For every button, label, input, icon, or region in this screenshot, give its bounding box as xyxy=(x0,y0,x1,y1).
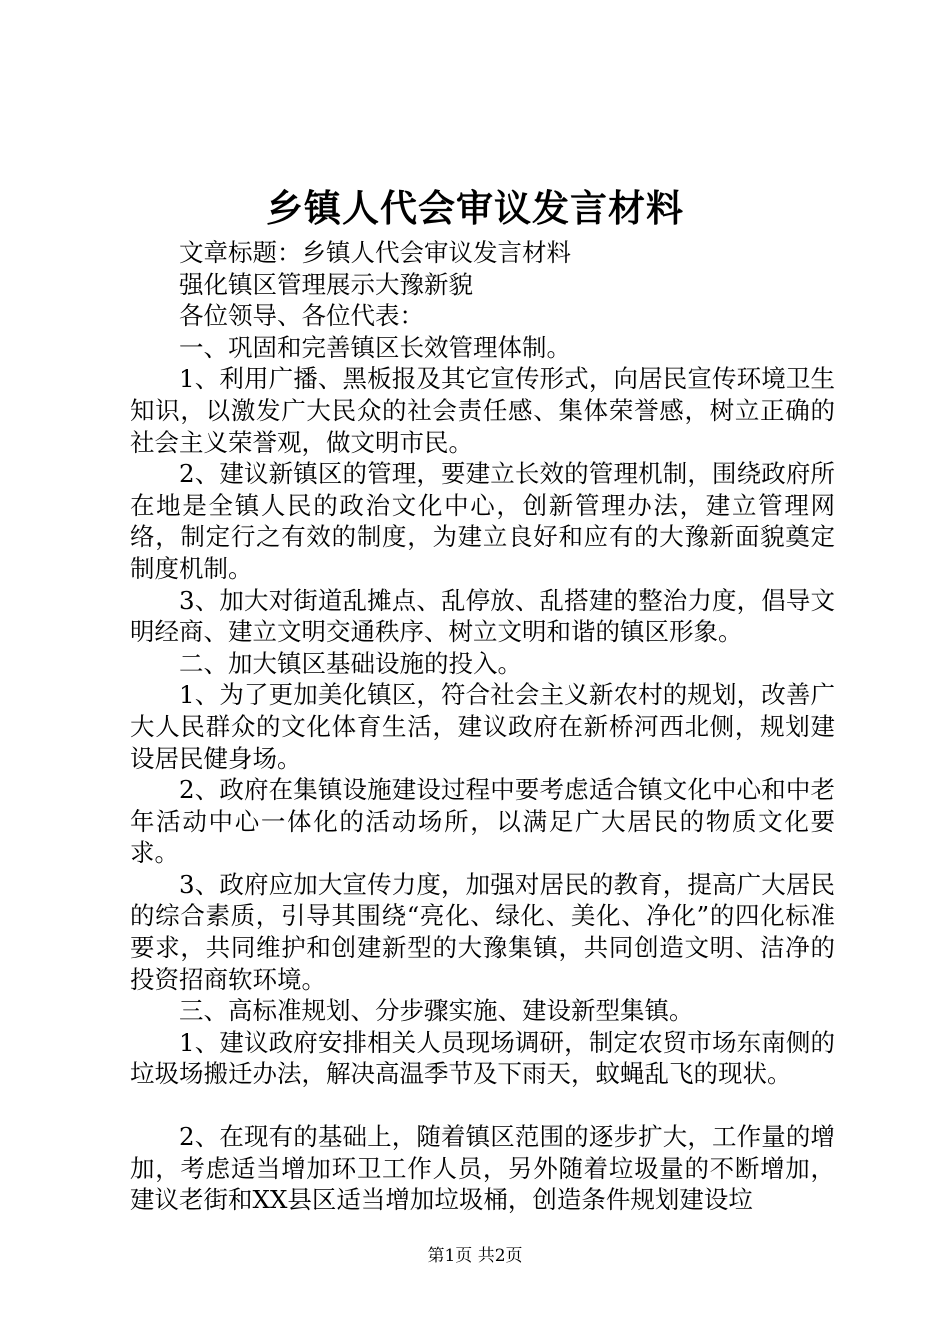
paragraph-subtitle: 强化镇区管理展示大豫新貌 xyxy=(179,269,473,299)
paragraph: 2、在现有的基础上，随着镇区范围的逐步扩大，工作量的增加，考虑适当增加环卫工作人员，另外随着垃圾量的不断增加，建议老街和XX县区适当增加垃圾桶，创造条件规划建设垃 xyxy=(130,1122,835,1215)
paragraph: 2、建议新镇区的管理，要建立长效的管理机制，围绕政府所在地是全镇人民的政治文化中心，创新管理办法，建立管理网络，制定行之有效的制度，为建立良好和应有的大豫新面貌奠定制度机制。 xyxy=(130,459,835,583)
paragraph: 1、建议政府安排相关人员现场调研，制定农贸市场东南侧的垃圾场搬迁办法，解决高温季节及下雨天，蚊蝇乱飞的现状。 xyxy=(130,1027,835,1089)
paragraph: 1、利用广播、黑板报及其它宣传形式，向居民宣传环境卫生知识，以激发广大民众的社会责任感、集体荣誉感，树立正确的社会主义荣誉观，做文明市民。 xyxy=(130,364,835,457)
document-title: 乡镇人代会审议发言材料 xyxy=(266,186,684,230)
paragraph: 1、为了更加美化镇区，符合社会主义新农村的规划，改善广大人民群众的文化体育生活，建议政府在新桥河西北侧，规划建设居民健身场。 xyxy=(130,680,835,773)
paragraph-article-title: 文章标题：乡镇人代会审议发言材料 xyxy=(179,238,571,267)
paragraph-salutation: 各位领导、各位代表： xyxy=(179,301,424,331)
paragraph: 3、政府应加大宣传力度，加强对居民的教育，提高广大居民的综合素质，引导其围绕“亮化、绿化、美化、净化”的四化标准要求，共同维护和创建新型的大豫集镇，共同创造文明、洁净的投资招商软环境。 xyxy=(130,869,835,994)
document-body xyxy=(130,237,835,1216)
section-heading-2: 二、加大镇区基础设施的投入。 xyxy=(179,648,522,678)
paragraph: 2、政府在集镇设施建设过程中要考虑适合镇文化中心和中老年活动中心一体化的活动场所，以满足广大居民的物质文化要求。 xyxy=(130,775,835,868)
paragraph: 3、加大对街道乱摊点、乱停放、乱搭建的整治力度，倡导文明经商、建立文明交通秩序、树立文明和谐的镇区形象。 xyxy=(130,585,835,647)
section-heading-1: 一、巩固和完善镇区长效管理体制。 xyxy=(179,332,571,362)
section-heading-3: 三、高标准规划、分步骤实施、建设新型集镇。 xyxy=(179,996,694,1026)
page-number: 第1页 共2页 xyxy=(427,1246,523,1266)
